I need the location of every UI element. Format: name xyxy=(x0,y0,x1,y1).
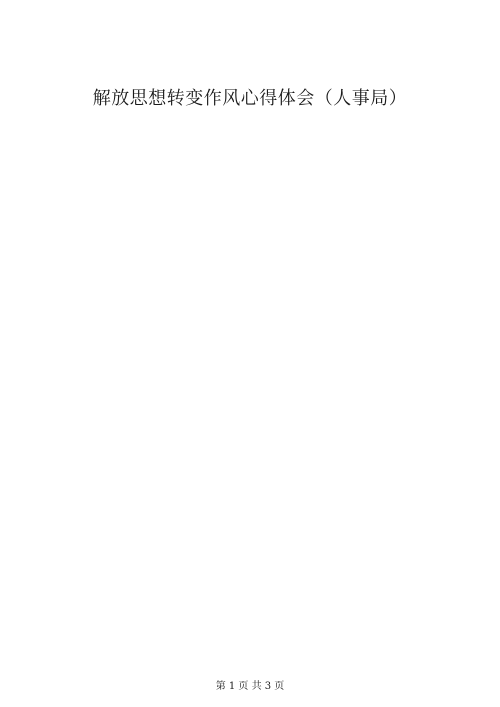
page-number-footer: 第 1 页 共 3 页 xyxy=(215,681,285,692)
document-title: 解放思想转变作风心得体会（人事局） xyxy=(92,88,408,109)
